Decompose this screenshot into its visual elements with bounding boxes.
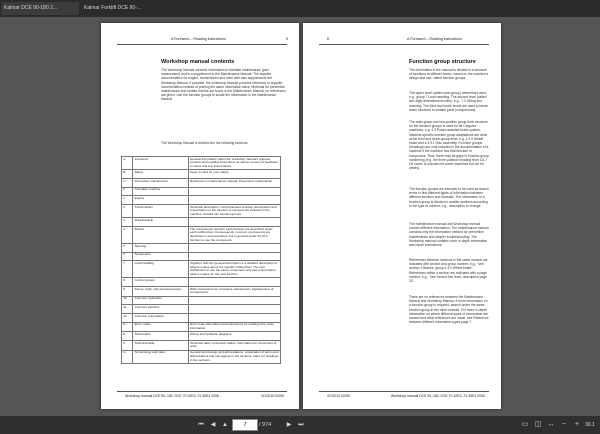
section-name: Engine [133,196,188,205]
left-page-header-title: A Foreword – Reading instructions [171,37,226,41]
left-header-rule [117,44,287,45]
left-footer-code: VDCE10.00GB [261,394,284,398]
section-name: Complete machine [133,187,188,196]
document-viewport[interactable] [0,17,600,416]
section-code: 1 [122,196,133,205]
section-code: 4 [122,227,133,244]
section-description [188,296,280,305]
section-code: B [122,170,133,179]
table-row [122,322,281,332]
section-code: 7 [122,261,133,278]
last-page-icon[interactable]: ⏭ [298,422,304,428]
left-footer-title: Workshop manual DCE 90–180, DCE 70-32E3–70-35E4 2006 - [125,394,221,398]
left-footer-rule [117,391,287,392]
section-name: Load handling [133,261,188,278]
table-row [122,287,281,297]
section-description: Technical description, comprehensive function descriptions and a description of the function of components included in the machine, divided into function groups. [188,205,280,218]
section-description: General terminology and abbreviations, explanation of terms and abbreviations that can appear in the sections, index for headings in the sections. [189,350,279,362]
section-description [188,305,280,314]
first-page-icon[interactable]: ⏮ [198,422,204,428]
table-row [122,296,281,305]
section-code: 9 [122,287,133,297]
right-footer-code: VDCE10.00GB [327,394,350,398]
section-code: 12 [122,314,133,323]
section-description: Keep in mind for your safety. [188,170,280,179]
two-page-view-icon[interactable]: ◫ [534,421,542,428]
section-name: Steering [133,244,188,253]
section-name: Error codes [133,322,188,332]
right-paragraph-1: The information in the manual is divided in a structure of functions at different levels, based on the machine's design and use, called function groups. [409,68,489,81]
fit-width-icon[interactable]: ↔ [547,421,555,428]
zoom-in-icon[interactable]: + [574,421,580,428]
previous-page-icon[interactable]: ◀ [210,422,216,428]
section-name: Schematics [133,332,188,341]
right-footer-rule [319,391,489,392]
section-code: A [122,157,133,170]
section-code: F [122,341,133,351]
section-description [188,314,280,323]
section-name: Foreword [133,157,188,170]
section-description [188,187,280,196]
right-header-rule [319,44,489,45]
left-page [101,23,299,409]
section-description [188,244,280,253]
section-code: 11 [122,305,133,314]
section-code: G [122,350,133,363]
tab-document-1[interactable]: Kalmar DCE 90-180 2... [1,2,79,15]
section-code: 8 [122,278,133,287]
tab-bar [0,0,600,17]
section-name: Common pneumatics [133,314,188,323]
right-paragraph-4: The function groups are intended to be used as search terms to find different types of information between different sections and manuals. The information in a function group is divided in smaller sections according to the type of content, e.g., description or change. [409,187,489,208]
section-name: Suspension [133,252,188,261]
table-row [122,278,281,287]
section-name: Control system [133,278,188,287]
table-row [122,350,281,363]
section-name: Safety [133,170,188,179]
next-page-icon[interactable]: ▶ [286,422,292,428]
table-row [122,252,281,261]
section-description: Error code information and instructions for reading error code information. [188,322,280,332]
section-code: D [122,322,133,332]
section-description: Technical data, conversion tables, information for conversion of units. [188,341,280,351]
right-page-number: 6 [327,37,329,41]
sections-table [121,156,281,364]
right-footer-title: Workshop manual DCE 90–180, DCE 70-32E3–70-35E4 2006 - [391,394,487,398]
section-code: 5 [122,244,133,253]
table-row [122,227,281,244]
right-page-title: Function group structure [409,59,476,65]
table-row [122,187,281,196]
left-sections-intro: The Workshop Manual is divided into the following sections: [161,141,249,145]
section-description [188,278,280,287]
status-bar [0,416,600,434]
table-row [122,157,281,170]
section-name: Technical data [133,341,188,351]
section-description: Together with the general description is a detailed description of what is unique about the specific subfunction. The next subfunction to use the same component only has a description what is unique for the new function. [188,261,280,278]
section-name: Brakes [133,227,188,244]
table-row [122,170,281,179]
right-page [303,23,501,409]
section-code: E [122,332,133,341]
table-row [122,305,281,314]
section-name: Preventive maintenance [133,178,188,187]
table-row [122,314,281,323]
section-description [188,252,280,261]
section-description: The components used for each function are described under each subfunction. Consequently, common components are described in several places, but in general under the first function to use the component. [188,227,280,244]
section-description: Reference to maintenance manual: Preventive maintenance. [188,178,280,187]
section-name: Driveline/axle [133,218,188,227]
page-number-input[interactable]: 7 [232,419,258,431]
section-description [188,196,280,205]
section-code: 0 [122,187,133,196]
right-page-header-title: A Foreword – Reading instructions [407,37,462,41]
right-paragraph-6: References between sections in the same manual are indicated with section and group number, e.g., "see section 4 Brakes, group 4.3.9 Wheel brake". References within a section are indicated with a page number, e.g., "see Sensor fuel level, description page 24". [409,258,488,284]
section-description [188,218,280,227]
section-name: Terminology and index [133,350,188,363]
table-row [122,196,281,205]
page-total: / 974 [259,422,272,428]
tab-document-2[interactable]: Kalmar Forklift DCE 90-... [84,5,141,11]
section-description: General information about the workshop manual's purpose, contents and reading instructions as well as survey for feedback of views and any inaccuracies. [188,157,280,170]
right-paragraph-5: The maintenance manual and Workshop manual contain different information. The maintenance manual contains only the information needed for preventive maintenance and simpler troubleshooting. The Workshop manual contains more in-depth information and repair instructions. [409,222,489,248]
left-intro-paragraph: The Workshop Manual contains information to facilitate maintenance (part replacement) and is a supplement to the Maintenance Manual. The supplier documentation for engine, transmission and drive axle also supplements the Workshop Manual. If possible, the Workshop Manual provides reference to supplier documentation instead of printing the same information twice. Methods for preventive maintenance and certain checks are found in the Maintenance Manual, no references are given. Use the function groups to locate the information in the Maintenance Manual. [161,68,286,102]
right-paragraph-3: The main group and two-position group level structure for the function groups is used for all Cargotec machines, e.g. 4.3 Power-assisted brake system. Machine-specific function group adaptations are done at the third and fourth group level, e.g. 4.3.9 Wheel brake and 4.3.9.1 Disc assembly. Function groups (headings) are only included in the documentation of a machine if the machine has that function or component. Thus, there may be gaps in function group numbering (e.g. the three-position heading level 4.8.7 Oil cooler is included for some machines but not for others). [409,120,489,171]
right-paragraph-2: The upper level (called main group) determines area, e.g., group 7 Load handling. The second level (called two-digit) determines function, e.g., 7.2 Lifting and lowering. The third and fourth levels are used to break down functions in smaller parts (components). [409,91,488,112]
section-name: Transmission [133,205,188,218]
section-name: Frame, body, cab and accessories [133,287,188,297]
single-page-view-icon[interactable]: ▭ [521,421,529,428]
zoom-level[interactable]: 30.1 [585,422,595,428]
section-code: 10 [122,296,133,305]
section-code: 3 [122,218,133,227]
table-row [122,332,281,341]
table-row [122,341,281,351]
table-row [122,178,281,187]
table-row [122,205,281,218]
table-row [122,218,281,227]
section-code: 6 [122,252,133,261]
section-description: Wiring and hydraulic diagrams [188,332,280,341]
left-page-title: Workshop manual contents [161,59,235,65]
table-row [122,244,281,253]
table-row [122,261,281,278]
section-code: 2 [122,205,133,218]
page-up-icon[interactable]: ▲ [222,422,228,428]
zoom-out-icon[interactable]: − [561,421,567,428]
left-page-number: 5 [286,37,288,41]
section-description: Work instructions for corrective maintenance (replacement of components). [188,287,280,297]
right-paragraph-7: There are no references between the Maintenance Manual and Workshop Manual. If more information on a function group is required, search under the same function group in the other manual. For more in-depth information on where different types of information are located and what references are made, see Reference between different information types page 7. [409,295,489,325]
section-name: Common hydraulics [133,296,188,305]
section-code: C [122,178,133,187]
section-name: Common electrics [133,305,188,314]
